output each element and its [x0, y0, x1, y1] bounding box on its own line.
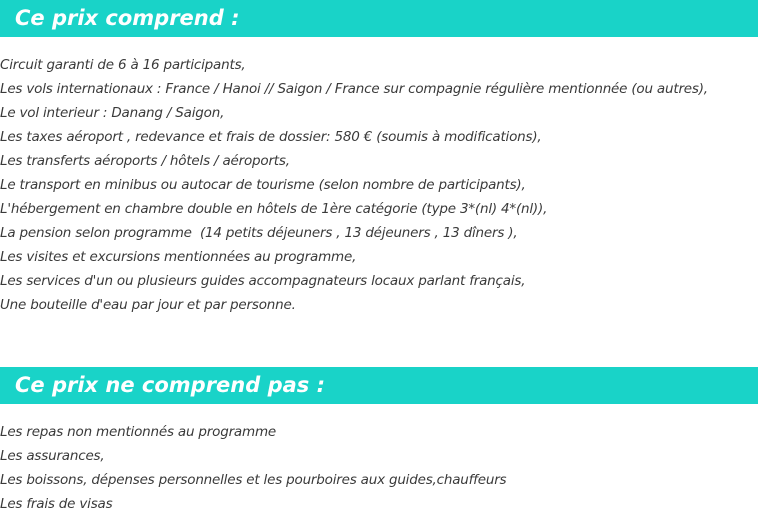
list-item: Les services d'un ou plusieurs guides accompagnateurs locaux parlant français, [0, 273, 526, 289]
list-item: Les visites et excursions mentionnées au programme, [0, 249, 357, 265]
list-item: Les vols internationaux : France / Hanoi // Saigon / France sur compagnie régulière mentionnée (ou autres), [0, 81, 708, 97]
list-item: Les frais de visas [0, 496, 113, 512]
list-item: Le vol interieur : Danang / Saigon, [0, 105, 225, 121]
list-item: Les boissons, dépenses personnelles et les pourboires aux guides,chauffeurs [0, 472, 507, 488]
excluded-section-title: Ce prix ne comprend pas : [15, 373, 326, 397]
included-items-list [0, 53, 708, 317]
list-item: Une bouteille d'eau par jour et par personne. [0, 297, 296, 313]
list-item: Les transferts aéroports / hôtels / aéroports, [0, 153, 290, 169]
list-item: La pension selon programme (14 petits déjeuners , 13 déjeuners , 13 dîners ), [0, 225, 518, 241]
list-item: Les taxes aéroport , redevance et frais de dossier: 580 € (soumis à modifications), [0, 129, 542, 145]
list-item: Les assurances, [0, 448, 105, 464]
included-section-header [0, 0, 758, 37]
list-item: Circuit garanti de 6 à 16 participants, [0, 57, 246, 73]
included-section-title: Ce prix comprend : [15, 6, 240, 30]
list-item: Le transport en minibus ou autocar de tourisme (selon nombre de participants), [0, 177, 526, 193]
list-item: Les repas non mentionnés au programme [0, 424, 276, 440]
excluded-section-header [0, 367, 758, 404]
excluded-items-list [0, 420, 506, 516]
list-item: L'hébergement en chambre double en hôtels de 1ère catégorie (type 3*(nl) 4*(nl)), [0, 201, 548, 217]
